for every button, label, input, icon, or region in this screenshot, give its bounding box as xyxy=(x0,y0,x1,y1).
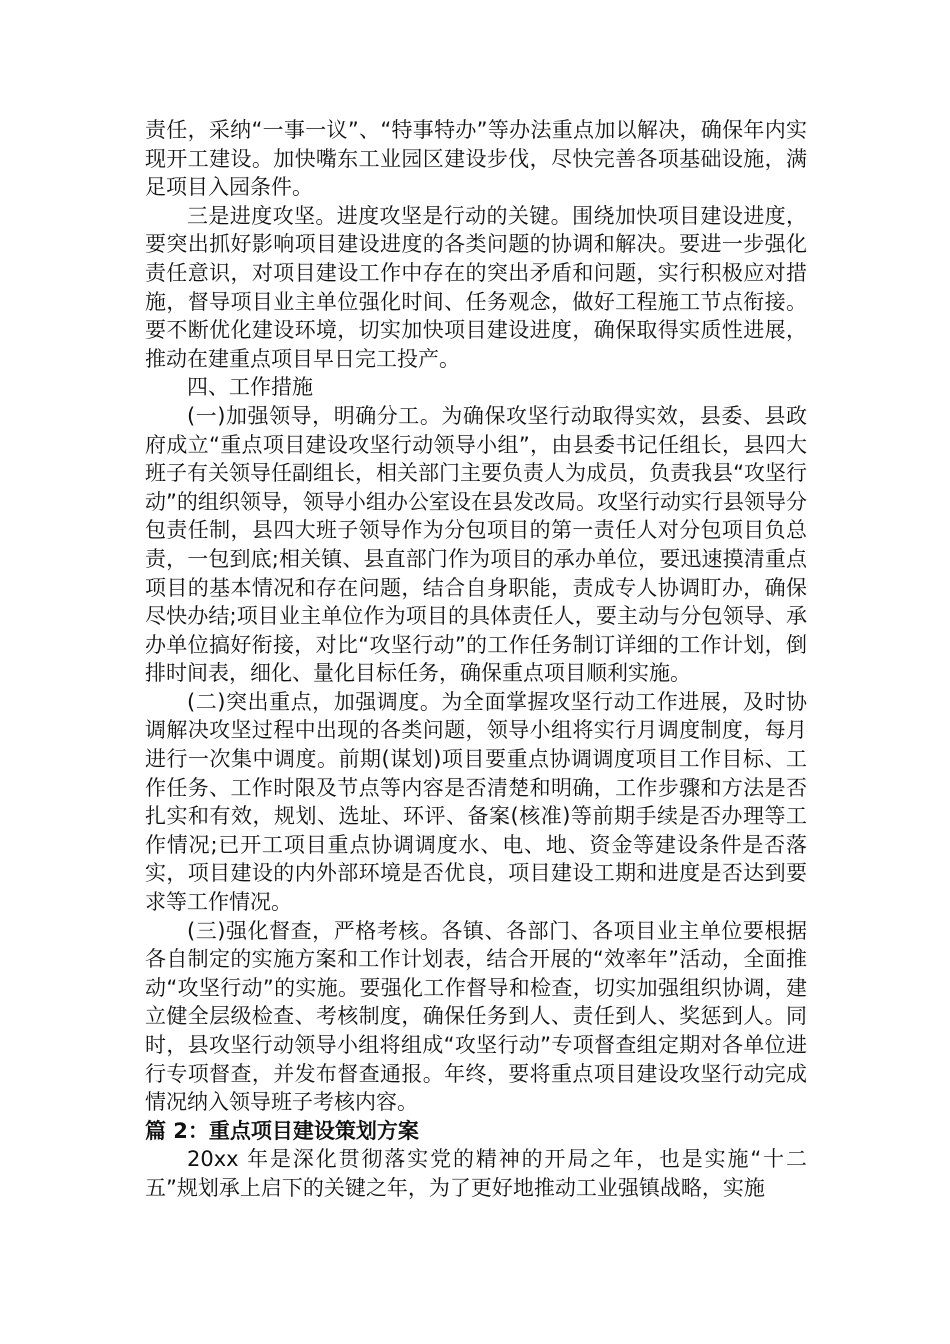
paragraph-strengthen-leadership: (一)加强领导，明确分工。为确保攻坚行动取得实效，县委、县政府成立“重点项目建设攻坚行动领导小组”，由县委书记任组长，县四大班子有关领导任副组长，相关部门主要负责人为成员，负责我县“攻坚行动”的组织领导，领导小组办公室设在县发改局。攻坚行动实行县领导分包责任制，县四大班子领导作为分包项目的第一责任人对分包项目负总责，一包到底;相关镇、县直部门作为项目的承办单位，要迅速摸清重点项目的基本情况和存在问题，结合自身职能，责成专人协调盯办，确保尽快办结;项目业主单位作为项目的具体责任人，要主动与分包领导、承办单位搞好衔接，对比“攻坚行动”的工作任务制订详细的工作计划，倒排时间表，细化、量化目标任务，确保重点项目顺利实施。 xyxy=(145,403,807,686)
document-body xyxy=(145,116,807,1203)
paragraph-supervision-assessment: (三)强化督查，严格考核。各镇、各部门、各项目业主单位要根据各自制定的实施方案和工作计划表，结合开展的“效率年”活动，全面推动“攻坚行动”的实施。要强化工作督导和检查，切实加强组织协调，建立健全层级检查、考核制度，确保任务到人、责任到人、奖惩到人。同时，县攻坚行动领导小组将组成“攻坚行动”专项督查组定期对各单位进行专项督查，并发布督查通报。年终，要将重点项目建设攻坚行动完成情况纳入领导班子考核内容。 xyxy=(145,918,807,1115)
section-heading-work-measures: 四、工作措施 xyxy=(187,375,313,400)
paragraph-highlight-priorities: (二)突出重点，加强调度。为全面掌握攻坚行动工作进展，及时协调解决攻坚过程中出现的各类问题，领导小组将实行月调度制度，每月进行一次集中调度。前期(谋划)项目要重点协调调度项目工作目标、工作任务、工作时限及节点等内容是否清楚和明确，工作步骤和方法是否扎实和有效，规划、选址、环评、备案(核准)等前期手续是否办理等工作情况;已开工项目重点协调调度水、电、地、资金等建设条件是否落实，项目建设的内外部环境是否优良，项目建设工期和进度是否达到要求等工作情况。 xyxy=(145,689,807,915)
paragraph-article-intro: 20xx 年是深化贯彻落实党的精神的开局之年，也是实施“十二五”规划承上启下的关键之年，为了更好地推动工业强镇战略，实施 xyxy=(145,1147,807,1200)
paragraph-continuation: 责任，采纳“一事一议”、“特事特办”等办法重点加以解决，确保年内实现开工建设。加快嘴东工业园区建设步伐，尽快完善各项基础设施，满足项目入园条件。 xyxy=(145,118,807,200)
article-title: 篇 2：重点项目建设策划方案 xyxy=(145,1118,419,1143)
paragraph-progress-tackling: 三是进度攻坚。进度攻坚是行动的关键。围绕加快项目建设进度，要突出抓好影响项目建设进度的各类问题的协调和解决。要进一步强化责任意识，对项目建设工作中存在的突出矛盾和问题，实行积极应对措施，督导项目业主单位强化时间、任务观念，做好工程施工节点衔接。要不断优化建设环境，切实加快项目建设进度，确保取得实质性进展，推动在建重点项目早日完工投产。 xyxy=(145,203,807,371)
